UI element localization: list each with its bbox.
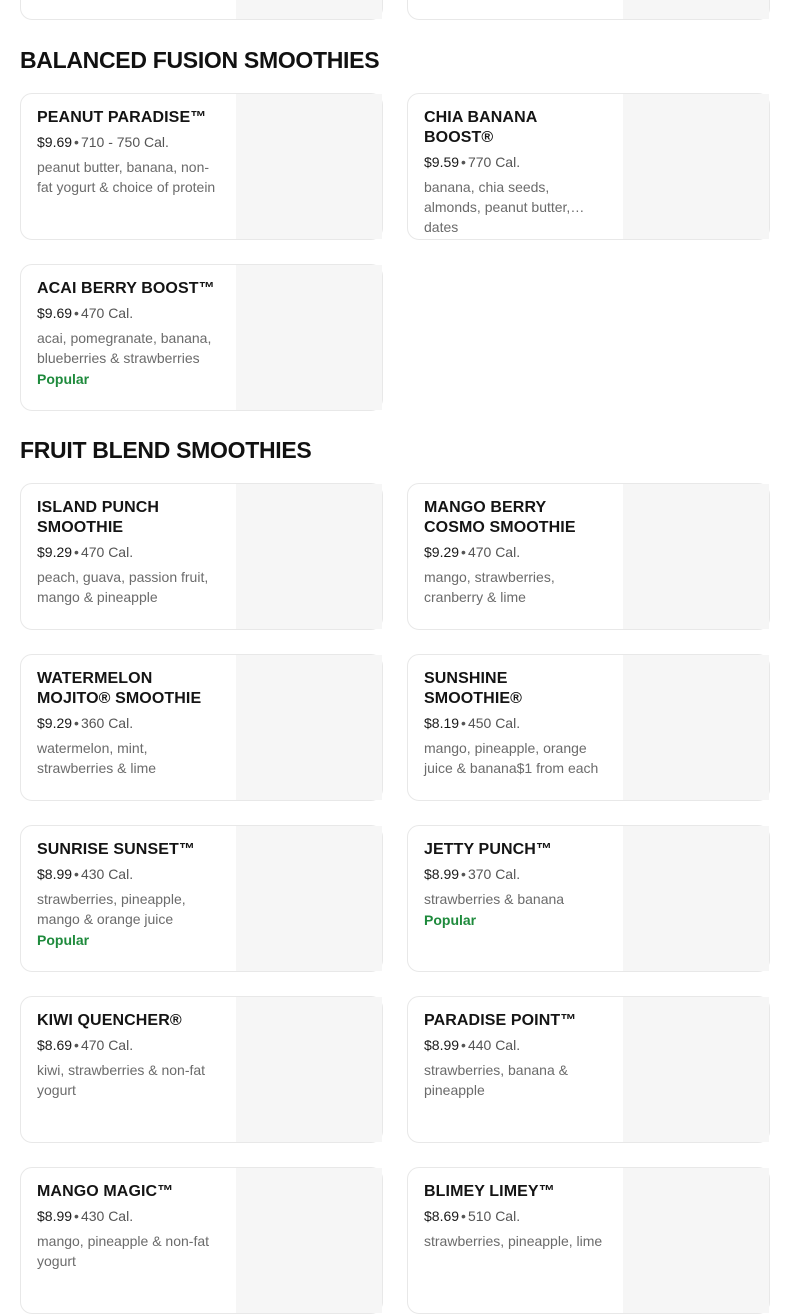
menu-item-name: WATERMELON MOJITO® SMOOTHIE [37,670,202,707]
menu-item-name: CHIA BANANA BOOST® [424,109,537,146]
menu-item-calories: 470 Cal. [80,1037,134,1053]
menu-item-meta: $8.19 • 450 Cal. [424,715,521,731]
menu-item-image [236,484,382,629]
menu-item-calories: 360 Cal. [80,715,134,731]
menu-item-price: $8.99 [37,1208,73,1224]
menu-item-info [424,840,608,929]
menu-item-description: mango, strawberries, cranberry & lime [424,569,555,605]
menu-item-calories: 470 Cal. [80,544,134,560]
menu-item-description: strawberries & banana [424,891,565,907]
menu-item-meta: $8.69 • 470 Cal. [37,1037,134,1053]
menu-item-description: peanut butter, banana, non-fat yogurt & choice of protein [37,159,216,195]
menu-item-meta: $8.99 • 430 Cal. [37,1208,134,1224]
menu-item-image [623,1168,769,1313]
menu-item-description: acai, pomegranate, banana, blueberries & strawberries [37,330,212,366]
menu-item-image [623,826,769,971]
section-title: FRUIT BLEND SMOOTHIES [20,437,312,463]
menu-item-description: peach, guava, passion fruit, mango & pineapple [37,569,209,605]
menu-item-card[interactable] [20,93,383,240]
menu-item-calories: 470 Cal. [80,305,134,321]
menu-item-meta: $9.59 • 770 Cal. [424,154,521,170]
menu-item-info [424,1182,608,1251]
menu-item-info [424,108,608,235]
menu-item-description: strawberries, pineapple, lime [424,1233,603,1249]
menu-item-description: watermelon, mint, strawberries & lime [37,740,157,776]
menu-item-price: $9.69 [37,305,73,321]
menu-item-description: kiwi, strawberries & non-fat yogurt [37,1062,206,1098]
menu-item-name: SUNRISE SUNSET™ [37,841,195,858]
menu-item-meta: $9.29 • 360 Cal. [37,715,134,731]
menu-item-info [424,669,608,778]
menu-item-name: PARADISE POINT™ [424,1012,577,1029]
menu-item-info [424,498,608,607]
menu-item-calories: 450 Cal. [467,715,521,731]
section-title: BALANCED FUSION SMOOTHIES [20,47,380,73]
menu-item-price: $9.29 [37,715,73,731]
menu-item-image [236,655,382,800]
menu-item-card[interactable] [20,996,383,1143]
menu-item-card[interactable] [20,825,383,972]
menu-item-name: MANGO MAGIC™ [37,1183,174,1200]
menu-item-card[interactable] [20,483,383,630]
menu-item-description: mango, pineapple & non-fat yogurt [37,1233,210,1269]
menu-item-card[interactable] [407,93,770,240]
section-fruit-blend [20,435,770,1269]
menu-item-calories: 440 Cal. [467,1037,521,1053]
menu-item-price: $8.99 [37,866,73,882]
menu-item-price: $9.29 [37,544,73,560]
menu-item-meta: $8.69 • 510 Cal. [424,1208,521,1224]
menu-item-meta: $8.99 • 370 Cal. [424,866,521,882]
menu-item-calories: 770 Cal. [467,154,521,170]
menu-item-image [623,0,769,19]
menu-item-name: ACAI BERRY BOOST™ [37,280,215,297]
menu-item-card[interactable] [407,483,770,630]
menu-item-image [236,265,382,410]
menu-item-info [424,1011,608,1100]
menu-item-image [236,0,382,19]
menu-item-card[interactable] [20,0,383,20]
menu-item-info [37,108,221,197]
menu-item-image [623,997,769,1142]
menu-item-meta: $9.29 • 470 Cal. [424,544,521,560]
menu-item-info [37,1182,221,1271]
menu-item-price: $8.99 [424,1037,460,1053]
menu-item-info [37,669,221,778]
menu-item-price: $8.99 [424,866,460,882]
menu-item-price: $9.59 [424,154,460,170]
menu-item-description: strawberries, banana & pineapple [424,1062,568,1098]
menu-item-name: PEANUT PARADISE™ [37,109,207,126]
menu-item-card[interactable] [20,654,383,801]
menu-item-info [37,1011,221,1100]
menu-item-info [37,279,221,388]
menu-item-info [37,498,221,607]
menu-item-info [37,840,221,949]
menu-item-image [623,655,769,800]
menu-item-name: KIWI QUENCHER® [37,1012,182,1029]
menu-item-name: ISLAND PUNCH SMOOTHIE [37,499,160,536]
menu-item-card[interactable] [20,1167,383,1314]
menu-item-name: BLIMEY LIMEY™ [424,1183,555,1200]
menu-item-image [236,1168,382,1313]
menu-item-name: SUNSHINE SMOOTHIE® [424,670,523,707]
menu-item-price: $9.69 [37,134,73,150]
menu-item-calories: 430 Cal. [80,866,134,882]
menu-item-card[interactable] [407,0,770,20]
menu-item-image [623,484,769,629]
menu-item-calories: 470 Cal. [467,544,521,560]
popular-badge: Popular [37,371,90,387]
menu-item-meta: $9.69 • 470 Cal. [37,305,134,321]
menu-item-image [236,94,382,239]
menu-item-card[interactable] [407,654,770,801]
menu-item-image [236,997,382,1142]
menu-item-description: banana, chia seeds, almonds, peanut butter, dates [424,179,571,235]
menu-item-image [236,826,382,971]
menu-item-meta: $9.29 • 470 Cal. [37,544,134,560]
menu-item-meta: $8.99 • 430 Cal. [37,866,134,882]
popular-badge: Popular [424,912,477,928]
menu-item-price: $8.19 [424,715,460,731]
menu-item-card[interactable] [407,996,770,1143]
menu-item-calories: 510 Cal. [467,1208,521,1224]
menu-item-price: $8.69 [424,1208,460,1224]
menu-item-meta: $9.69 • 710 - 750 Cal. [37,134,169,150]
menu-item-name: JETTY PUNCH™ [424,841,553,858]
menu-item-meta: $8.99 • 440 Cal. [424,1037,521,1053]
menu-item-description: strawberries, pineapple, mango & orange juice [37,891,186,927]
menu-item-card[interactable] [407,1167,770,1314]
menu-item-calories: 370 Cal. [467,866,521,882]
previous-section-cards [20,0,770,20]
menu-item-description: mango, pineapple, orange juice & banana$1 from each [424,740,599,776]
menu-item-price: $8.69 [37,1037,73,1053]
menu-item-calories: 430 Cal. [80,1208,134,1224]
menu-item-calories: 710 - 750 Cal. [80,134,169,150]
menu-item-name: MANGO BERRY COSMO SMOOTHIE [424,499,576,536]
menu-item-card[interactable] [407,825,770,972]
popular-badge: Popular [37,932,90,948]
menu-item-price: $9.29 [424,544,460,560]
menu-item-image [623,94,769,239]
menu-item-card[interactable] [20,264,383,411]
section-balanced-fusion [20,45,770,387]
